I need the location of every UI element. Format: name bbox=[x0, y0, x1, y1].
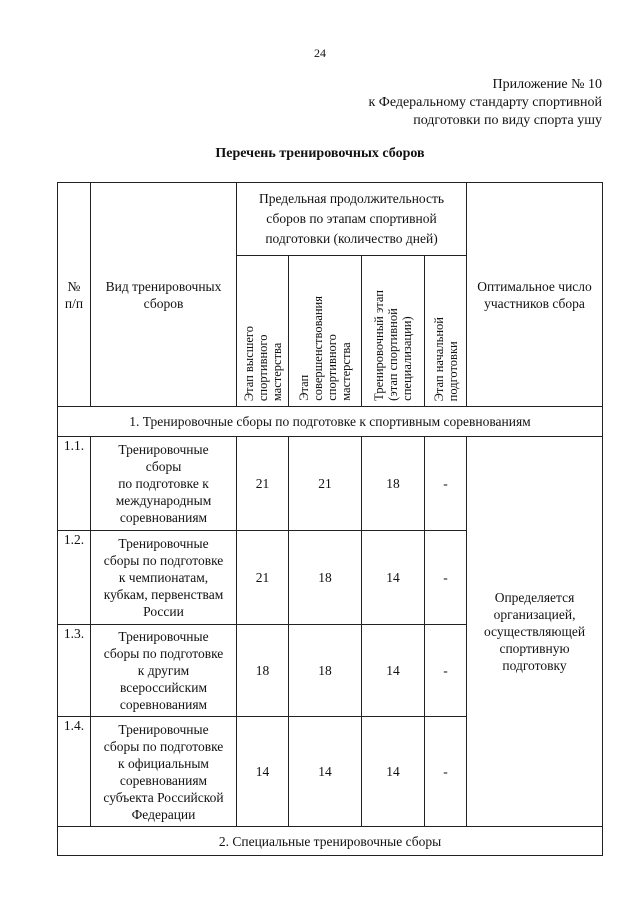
value-highest: 14 bbox=[237, 717, 289, 827]
header-optimal-participants bbox=[467, 183, 603, 407]
camp-type-line: к другим bbox=[137, 663, 190, 678]
value-improvement: 18 bbox=[289, 531, 362, 625]
row-camp-type bbox=[91, 531, 237, 625]
camp-type-line: сборы по подготовке bbox=[103, 738, 224, 754]
header-number-line-1: № bbox=[67, 278, 81, 294]
header-stage-improvement bbox=[289, 256, 362, 407]
stage-2-line-3: спортивного bbox=[325, 334, 339, 401]
camp-type-line: сборы по подготовке bbox=[103, 553, 224, 568]
camp-type-line: Тренировочные bbox=[118, 442, 209, 457]
header-number bbox=[58, 183, 91, 407]
camp-type-line: сборы bbox=[145, 459, 182, 474]
note-line-1: Определяется bbox=[494, 590, 575, 605]
section-1-heading: 1. Тренировочные сборы по подготовке к спортивным соревнованиям bbox=[58, 407, 603, 437]
camp-type-line: Тренировочные bbox=[118, 721, 209, 737]
value-initial: - bbox=[425, 717, 467, 827]
optimal-participants-note bbox=[467, 437, 603, 827]
camp-type-line: к официальным bbox=[118, 755, 209, 771]
header-duration-line-3: подготовки (количество дней) bbox=[265, 231, 438, 246]
table-row bbox=[58, 437, 603, 531]
row-camp-type bbox=[91, 437, 237, 531]
value-highest: 21 bbox=[237, 437, 289, 531]
row-camp-type bbox=[91, 717, 237, 827]
stage-2-line-2: совершенствования bbox=[311, 296, 325, 401]
section-2-heading: 2. Специальные тренировочные сборы bbox=[58, 827, 603, 856]
header-camp-type bbox=[91, 183, 237, 407]
camp-type-line: международным bbox=[115, 493, 212, 508]
appendix-caption bbox=[368, 76, 602, 130]
stage-1-line-1: Этап высшего bbox=[241, 325, 256, 401]
header-optimal-line-2: участников сбора bbox=[484, 295, 585, 311]
header-duration-line-1: Предельная продолжительность bbox=[258, 191, 445, 206]
camp-type-line: соревнованиям bbox=[119, 772, 208, 788]
note-line-2: организацией, bbox=[493, 607, 576, 622]
camp-type-line: соревнованиям bbox=[119, 510, 208, 525]
document-title: Перечень тренировочных сборов bbox=[215, 146, 425, 161]
camp-type-line: Тренировочные bbox=[118, 536, 209, 551]
stage-2-line-4: мастерства bbox=[339, 342, 353, 401]
camp-type-line: Федерации bbox=[131, 806, 196, 822]
header-optimal-line-1: Оптимальное число bbox=[477, 278, 592, 294]
header-duration bbox=[237, 183, 467, 256]
camp-type-line: соревнованиям bbox=[119, 697, 208, 712]
stage-3-line-1: Тренировочный этап bbox=[372, 290, 386, 401]
header-duration-line-2: сборов по этапам спортивной bbox=[266, 211, 437, 226]
camp-type-line: всероссийским bbox=[119, 680, 208, 695]
camp-type-line: Тренировочные bbox=[118, 629, 209, 644]
header-camp-type-line-2: сборов bbox=[143, 295, 184, 311]
row-number: 1.1. bbox=[58, 437, 91, 531]
note-line-4: спортивную bbox=[499, 641, 570, 656]
camp-type-line: субъекта Российской bbox=[103, 789, 224, 805]
appendix-line-1: Приложение № 10 bbox=[492, 77, 602, 92]
value-training: 18 bbox=[362, 437, 425, 531]
camp-type-line: к чемпионатам, bbox=[118, 570, 209, 585]
header-camp-type-line-1: Вид тренировочных bbox=[105, 278, 222, 294]
stage-3-line-3: специализации) bbox=[400, 316, 414, 401]
value-improvement: 21 bbox=[289, 437, 362, 531]
value-training: 14 bbox=[362, 531, 425, 625]
stage-1-line-3: мастерства bbox=[269, 342, 284, 401]
value-initial: - bbox=[425, 625, 467, 717]
note-line-3: осуществляющей bbox=[483, 624, 586, 639]
stage-1-line-2: спортивного bbox=[255, 334, 270, 401]
value-training: 14 bbox=[362, 625, 425, 717]
value-training: 14 bbox=[362, 717, 425, 827]
stage-2-line-1: Этап bbox=[297, 375, 311, 401]
row-number: 1.4. bbox=[58, 717, 91, 827]
header-number-line-2: п/п bbox=[64, 295, 84, 311]
camp-type-line: кубкам, первенствам bbox=[103, 587, 224, 602]
note-line-5: подготовку bbox=[502, 658, 567, 673]
page-number: 24 bbox=[314, 46, 326, 60]
row-camp-type bbox=[91, 625, 237, 717]
value-initial: - bbox=[425, 531, 467, 625]
stage-4-line-2: подготовки bbox=[445, 340, 460, 401]
value-initial: - bbox=[425, 437, 467, 531]
row-number: 1.2. bbox=[58, 531, 91, 625]
value-improvement: 14 bbox=[289, 717, 362, 827]
stage-4-line-1: Этап начальной bbox=[431, 316, 446, 401]
row-number: 1.3. bbox=[58, 625, 91, 717]
value-highest: 21 bbox=[237, 531, 289, 625]
appendix-line-3: подготовки по виду спорта ушу bbox=[413, 113, 602, 128]
stage-3-line-2: (этап спортивной bbox=[386, 308, 400, 401]
value-highest: 18 bbox=[237, 625, 289, 717]
camp-type-line: России bbox=[143, 604, 184, 619]
header-stage-highest bbox=[237, 256, 289, 407]
training-camps-table bbox=[57, 182, 603, 856]
camp-type-line: сборы по подготовке bbox=[103, 646, 224, 661]
camp-type-line: по подготовке к bbox=[118, 476, 209, 491]
appendix-line-2: к Федеральному стандарту спортивной bbox=[368, 95, 602, 110]
header-stage-training bbox=[362, 256, 425, 407]
header-stage-initial bbox=[425, 256, 467, 407]
value-improvement: 18 bbox=[289, 625, 362, 717]
